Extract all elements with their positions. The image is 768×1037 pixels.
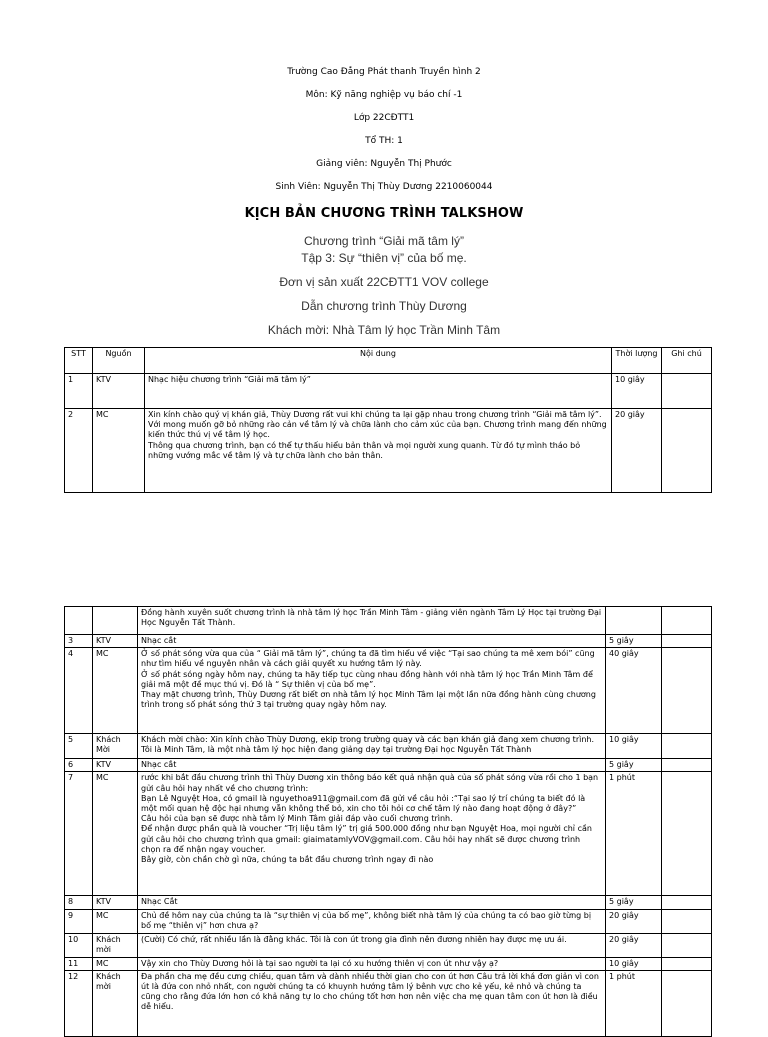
row-content (138, 896, 606, 909)
row-stt: 9 (65, 909, 93, 933)
table-row (65, 607, 712, 635)
content-paragraph: rước khi bắt đầu chương trình thì Thùy Dương xin thông báo kết quả nhận quà của số phát sóng vừa rồi cho 1 bạn gửi câu hỏi hay nhất về cho chương trình: (141, 773, 599, 793)
row-content (138, 772, 606, 896)
row-time: 20 giây (606, 933, 662, 957)
teacher-line: Giảng viên: Nguyễn Thị Phước (316, 159, 452, 169)
row-stt: 12 (65, 970, 93, 1036)
content-paragraph: Nhạc Cắt (141, 897, 178, 907)
row-stt: 11 (65, 957, 93, 970)
row-note (662, 957, 712, 970)
table-row (65, 734, 712, 759)
program-host: Dẫn chương trình Thùy Dương (301, 299, 467, 313)
row-time: 20 giây (606, 909, 662, 933)
row-time: 40 giây (606, 648, 662, 734)
row-time: 1 phút (606, 970, 662, 1036)
table-row (65, 957, 712, 970)
row-source: KTV (93, 374, 145, 409)
content-paragraph: Khách mời chào: Xin kính chào Thùy Dương, ekip trong trường quay và các bạn khán giả đang xem chương trình. Tôi là Minh Tâm, là một nhà tâm lý học hiện đang giảng dạy tại trường Đại học Nguyễn Tất Thành (141, 735, 595, 755)
row-note (662, 896, 712, 909)
row-note (662, 409, 712, 493)
content-paragraph: Vậy xin cho Thùy Dương hỏi là tại sao người ta lại có xu hướng thiên vị con út như vậy ạ? (141, 958, 499, 968)
content-paragraph: Nhạc cắt (141, 760, 177, 770)
row-stt: 7 (65, 772, 93, 896)
row-content (138, 734, 606, 759)
row-stt: 2 (65, 409, 93, 493)
row-note (662, 607, 712, 635)
school-name: Trường Cao Đẳng Phát thanh Truyền hình 2 (287, 67, 481, 77)
content-paragraph: Câu hỏi của bạn sẽ được nhà tâm lý Minh Tâm giải đáp vào cuối chương trình. (141, 814, 453, 824)
content-paragraph: Để nhận được phần quà là voucher “Trị liệu tâm lý” trị giá 500.000 đồng như bạn Nguyệt Hoa, mọi người chỉ cần gửi câu hỏi cho chương trình qua gmail: giaimatamlyVOV@gmail.com. Câu hỏi hay nhất sẽ được chương trình chọn ra để nhận ngay voucher. (141, 824, 592, 854)
row-stt: 4 (65, 648, 93, 734)
table-body-page-2 (65, 607, 712, 1037)
table-row (65, 772, 712, 896)
content-paragraph: Bây giờ, còn chần chờ gì nữa, chúng ta bắt đầu chương trình ngay đi nào (141, 855, 434, 865)
row-time: 10 giây (612, 374, 662, 409)
row-note (662, 909, 712, 933)
row-stt: 8 (65, 896, 93, 909)
row-note (662, 734, 712, 759)
header-source: Nguồn (93, 348, 145, 374)
content-paragraph: Nhạc cắt (141, 636, 177, 645)
content-paragraph: Bạn Lê Nguyệt Hoa, có gmail là nguyethoa911@gmail.com đã gửi về câu hỏi :“Tại sao lý trí chúng ta biết đó là một mối quan hệ độc hại nhưng vẫn không thể bỏ, xin cho tôi hỏi cơ chế tâm lý nào đang hoạt động ở đây?” (141, 793, 586, 814)
table-row (65, 635, 712, 648)
row-stt: 1 (65, 374, 93, 409)
document-title: KỊCH BẢN CHƯƠNG TRÌNH TALKSHOW (244, 206, 524, 221)
program-guest: Khách mời: Nhà Tâm lý học Trần Minh Tâm (267, 323, 501, 337)
group-line: Tổ TH: 1 (365, 136, 403, 146)
table-row (65, 759, 712, 772)
row-source: KTV (93, 896, 138, 909)
row-stt (65, 607, 93, 635)
row-time: 5 giây (606, 759, 662, 772)
row-source: MC (93, 957, 138, 970)
script-table-page-1 (64, 347, 712, 493)
row-time: 10 giây (606, 734, 662, 759)
row-note (662, 772, 712, 896)
content-paragraph: Thay mặt chương trình, Thùy Dương rất biết ơn nhà tâm lý học Minh Tâm lại một lần nữa đồng hành cùng chương trình trong số phát sóng thứ 3 tại trường quay ngày hôm nay. (141, 690, 596, 710)
row-stt: 10 (65, 933, 93, 957)
row-note (662, 970, 712, 1036)
program-episode: Tập 3: Sự “thiên vị” của bố mẹ. (301, 251, 467, 265)
program-name: Chương trình “Giải mã tâm lý” (304, 234, 464, 248)
row-content (138, 970, 606, 1036)
row-content (138, 759, 606, 772)
row-source: KTV (93, 759, 138, 772)
program-producer: Đơn vị sản xuất 22CĐTT1 VOV college (279, 275, 489, 289)
content-paragraph: Chủ đề hôm nay của chúng ta là “sự thiên vị của bố mẹ”, không biết nhà tâm lý của chúng ta có bao giờ từng bị bố mẹ “thiên vị” hơn chưa ạ? (141, 910, 592, 930)
content-paragraph: Xin kính chào quý vị khán giả, Thùy Dương rất vui khi chúng ta lại gặp nhau trong chương trình “Giải mã tâm lý”. Với mong muốn gỡ bỏ những rào cản về tâm lý và chữa lành cho cảm xúc của bạn. Chương trình mang đến những kiến thức thú vị về tâm lý học. (148, 410, 607, 440)
row-time: 5 giây (606, 635, 662, 648)
row-note (662, 648, 712, 734)
row-source: MC (93, 772, 138, 896)
table-row (65, 896, 712, 909)
row-stt: 5 (65, 734, 93, 759)
header-content: Nội dung (145, 348, 612, 374)
table-row (65, 409, 712, 493)
table-row (65, 909, 712, 933)
content-paragraph: Đồng hành xuyên suốt chương trình là nhà tâm lý học Trần Minh Tâm - giảng viên ngành Tâm Lý Học tại trường Đại Học Nguyễn Tất Thành. (141, 608, 602, 628)
class-line: Lớp 22CĐTT1 (353, 113, 415, 123)
header-stt: STT (65, 348, 93, 374)
row-source: MC (93, 409, 145, 493)
row-note (662, 374, 712, 409)
row-stt: 6 (65, 759, 93, 772)
table-row (65, 970, 712, 1036)
content-paragraph: (Cười) Có chứ, rất nhiều lần là đằng khác. Tôi là con út trong gia đình nên đương nhiên hay được mẹ ưu ái. (141, 934, 567, 944)
row-source: MC (93, 909, 138, 933)
table-row (65, 933, 712, 957)
row-content (138, 648, 606, 734)
content-paragraph: Ở số phát sóng vừa qua của “ Giải mã tâm lý”, chúng ta đã tìm hiểu về việc “Tại sao chúng ta mê xem bói” cũng như tìm hiểu về nguyên nhân và cách giải quyết xu hướng tâm lý này. (141, 649, 595, 669)
row-content (138, 635, 606, 648)
row-source: Khách mời (93, 933, 138, 957)
row-content (138, 607, 606, 635)
content-paragraph: Đa phần cha mẹ đều cưng chiều, quan tâm và dành nhiều thời gian cho con út hơn Câu trả lời khá đơn giản vì con út là đứa con nhỏ nhất, con người chúng ta có khuynh hướng tâm lý bênh vực cho kẻ yếu, kẻ nhỏ và chúng ta cũng cho rằng đứa lớn hơn có khả năng tự lo cho chúng tốt hơn hơn nên việc cha mẹ quan tâm con út hơn là điều dễ hiểu. (141, 971, 599, 1012)
row-time: 1 phút (606, 772, 662, 896)
table-row (65, 648, 712, 734)
row-note (662, 635, 712, 648)
script-table-page-2 (64, 606, 712, 1037)
row-content (138, 933, 606, 957)
table-row (65, 374, 712, 409)
row-source: Khách mời (93, 970, 138, 1036)
row-content (145, 409, 612, 493)
row-time: 20 giây (612, 409, 662, 493)
row-content (145, 374, 612, 409)
row-source (93, 607, 138, 635)
row-source: KTV (93, 635, 138, 648)
table-header-row (65, 348, 712, 374)
content-paragraph: Nhạc hiệu chương trình “Giải mã tâm lý” (148, 375, 311, 384)
row-note (662, 933, 712, 957)
row-content (138, 957, 606, 970)
header-note: Ghi chú (662, 348, 712, 374)
content-paragraph: Thông qua chương trình, bạn có thể tự thấu hiểu bản thân và mọi người xung quanh. Từ đó tự mình tháo bỏ những vướng mắc về tâm lý và tự chữa lành cho bản thân. (148, 440, 581, 460)
header-time: Thời lượng (612, 348, 662, 374)
content-paragraph: Ở số phát sóng ngày hôm nay, chúng ta hãy tiếp tục cùng nhau đồng hành với nhà tâm lý học Trần Minh Tâm để giải mã một đề mục thú vị. Đó là “ Sự thiên vị của bố mẹ”. (141, 669, 593, 689)
row-source: Khách Mời (93, 734, 138, 759)
row-stt: 3 (65, 635, 93, 648)
row-time (606, 607, 662, 635)
row-source: MC (93, 648, 138, 734)
student-line: Sinh Viên: Nguyễn Thị Thùy Dương 2210060044 (275, 182, 493, 192)
row-time: 5 giây (606, 896, 662, 909)
row-note (662, 759, 712, 772)
row-content (138, 909, 606, 933)
table-body-page-1 (65, 374, 712, 493)
row-time: 10 giây (606, 957, 662, 970)
subject-line: Môn: Kỹ năng nghiệp vụ báo chí -1 (305, 90, 463, 100)
